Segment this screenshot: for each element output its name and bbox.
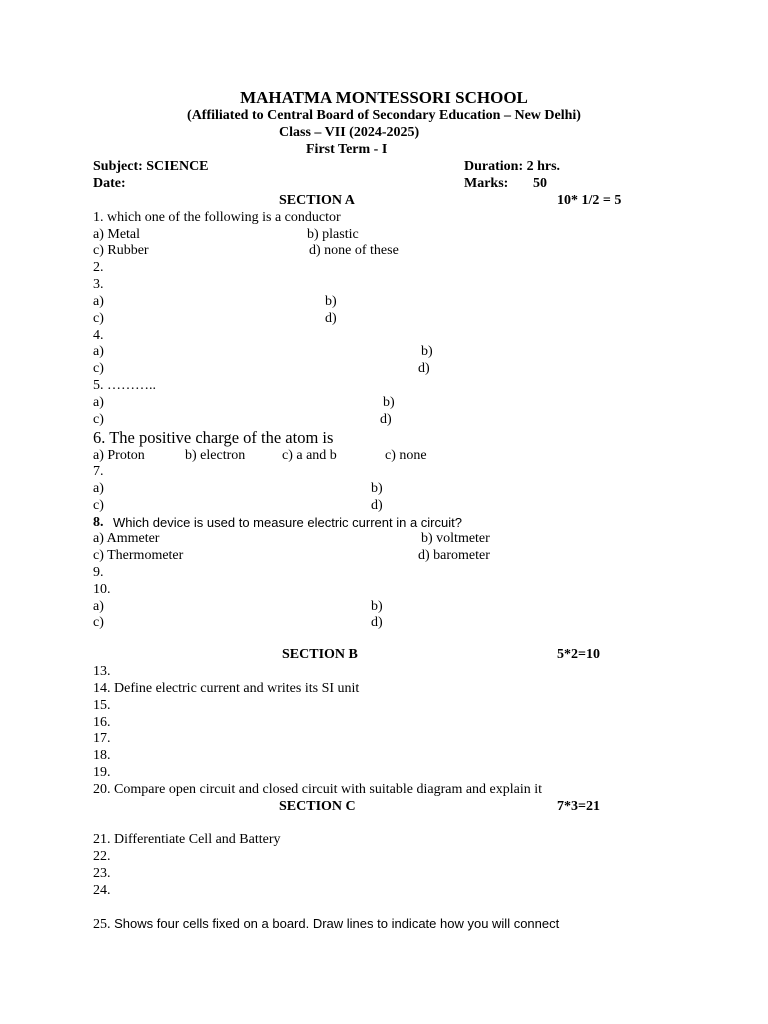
q8-num: 8. xyxy=(93,515,104,530)
q7-num: 7. xyxy=(93,464,104,479)
section-b-marks: 5*2=10 xyxy=(557,647,600,662)
q15-num: 15. xyxy=(93,698,111,713)
q8-option-b: b) voltmeter xyxy=(421,531,490,546)
q22-num: 22. xyxy=(93,849,111,864)
q17-num: 17. xyxy=(93,731,111,746)
q13-num: 13. xyxy=(93,664,111,679)
q14-text: 14. Define electric current and writes its SI unit xyxy=(93,681,360,696)
q7-option-d: d) xyxy=(371,498,383,513)
q5-option-a: a) xyxy=(93,395,104,410)
duration-line: Duration: 2 hrs. xyxy=(464,159,561,174)
date-line: Date: xyxy=(93,176,126,191)
marks-value: 50 xyxy=(533,176,547,191)
section-a-title: SECTION A xyxy=(279,193,355,208)
q6-text: 6. The positive charge of the atom is xyxy=(93,428,334,447)
section-a-marks: 10* 1/2 = 5 xyxy=(557,193,622,208)
q19-num: 19. xyxy=(93,765,111,780)
q8-option-a: a) Ammeter xyxy=(93,531,160,546)
q2-num: 2. xyxy=(93,260,104,275)
q7-option-c: c) xyxy=(93,498,104,513)
q23-num: 23. xyxy=(93,866,111,881)
q1-option-d: d) none of these xyxy=(309,243,399,258)
q3-option-d: d) xyxy=(325,311,337,326)
q8-option-d: d) barometer xyxy=(418,548,490,563)
q1-text: 1. which one of the following is a conductor xyxy=(93,210,341,225)
q10-option-c: c) xyxy=(93,615,104,630)
q10-num: 10. xyxy=(93,582,111,597)
q3-num: 3. xyxy=(93,277,104,292)
marks-label: Marks: xyxy=(464,176,509,191)
q3-option-c: c) xyxy=(93,311,104,326)
affiliation: (Affiliated to Central Board of Secondary Education – New Delhi) xyxy=(187,108,581,123)
term-line: First Term - I xyxy=(306,142,388,157)
q4-option-b: b) xyxy=(421,344,433,359)
q4-option-a: a) xyxy=(93,344,104,359)
q16-num: 16. xyxy=(93,715,111,730)
q3-option-b: b) xyxy=(325,294,337,309)
q8-text: Which device is used to measure electric current in a circuit? xyxy=(113,515,462,530)
q4-num: 4. xyxy=(93,328,104,343)
q8-option-c: c) Thermometer xyxy=(93,548,184,563)
q1-option-b: b) plastic xyxy=(307,227,359,242)
q6-option-d: c) none xyxy=(385,448,427,463)
q6-option-c: c) a and b xyxy=(282,448,337,463)
q21-text: 21. Differentiate Cell and Battery xyxy=(93,832,281,847)
q25-line xyxy=(93,915,559,933)
school-name: MAHATMA MONTESSORI SCHOOL xyxy=(240,88,528,107)
section-c-marks: 7*3=21 xyxy=(557,799,600,814)
q6-option-a: a) Proton xyxy=(93,448,145,463)
q5-option-c: c) xyxy=(93,412,104,427)
q6-option-b: b) electron xyxy=(185,448,246,463)
q10-option-d: d) xyxy=(371,615,383,630)
q3-option-a: a) xyxy=(93,294,104,309)
q5-option-b: b) xyxy=(383,395,395,410)
q20-text: 20. Compare open circuit and closed circuit with suitable diagram and explain it xyxy=(93,782,543,797)
q7-option-b: b) xyxy=(371,481,383,496)
q1-option-c: c) Rubber xyxy=(93,243,149,258)
q9-num: 9. xyxy=(93,565,104,580)
class-line: Class – VII (2024-2025) xyxy=(279,125,420,140)
q10-option-a: a) xyxy=(93,599,104,614)
q18-num: 18. xyxy=(93,748,111,763)
q7-option-a: a) xyxy=(93,481,104,496)
subject-line: Subject: SCIENCE xyxy=(93,159,209,174)
q1-option-a: a) Metal xyxy=(93,227,141,242)
section-b-title: SECTION B xyxy=(282,647,358,662)
q5-option-d: d) xyxy=(380,412,392,427)
q24-num: 24. xyxy=(93,883,111,898)
q25-num: 25. xyxy=(93,917,111,932)
q25-text: Shows four cells fixed on a board. Draw lines to indicate how you will connect xyxy=(110,916,560,931)
q4-option-d: d) xyxy=(418,361,430,376)
q4-option-c: c) xyxy=(93,361,104,376)
section-c-title: SECTION C xyxy=(279,799,356,814)
q5-num: 5. ……….. xyxy=(93,378,156,393)
q10-option-b: b) xyxy=(371,599,383,614)
